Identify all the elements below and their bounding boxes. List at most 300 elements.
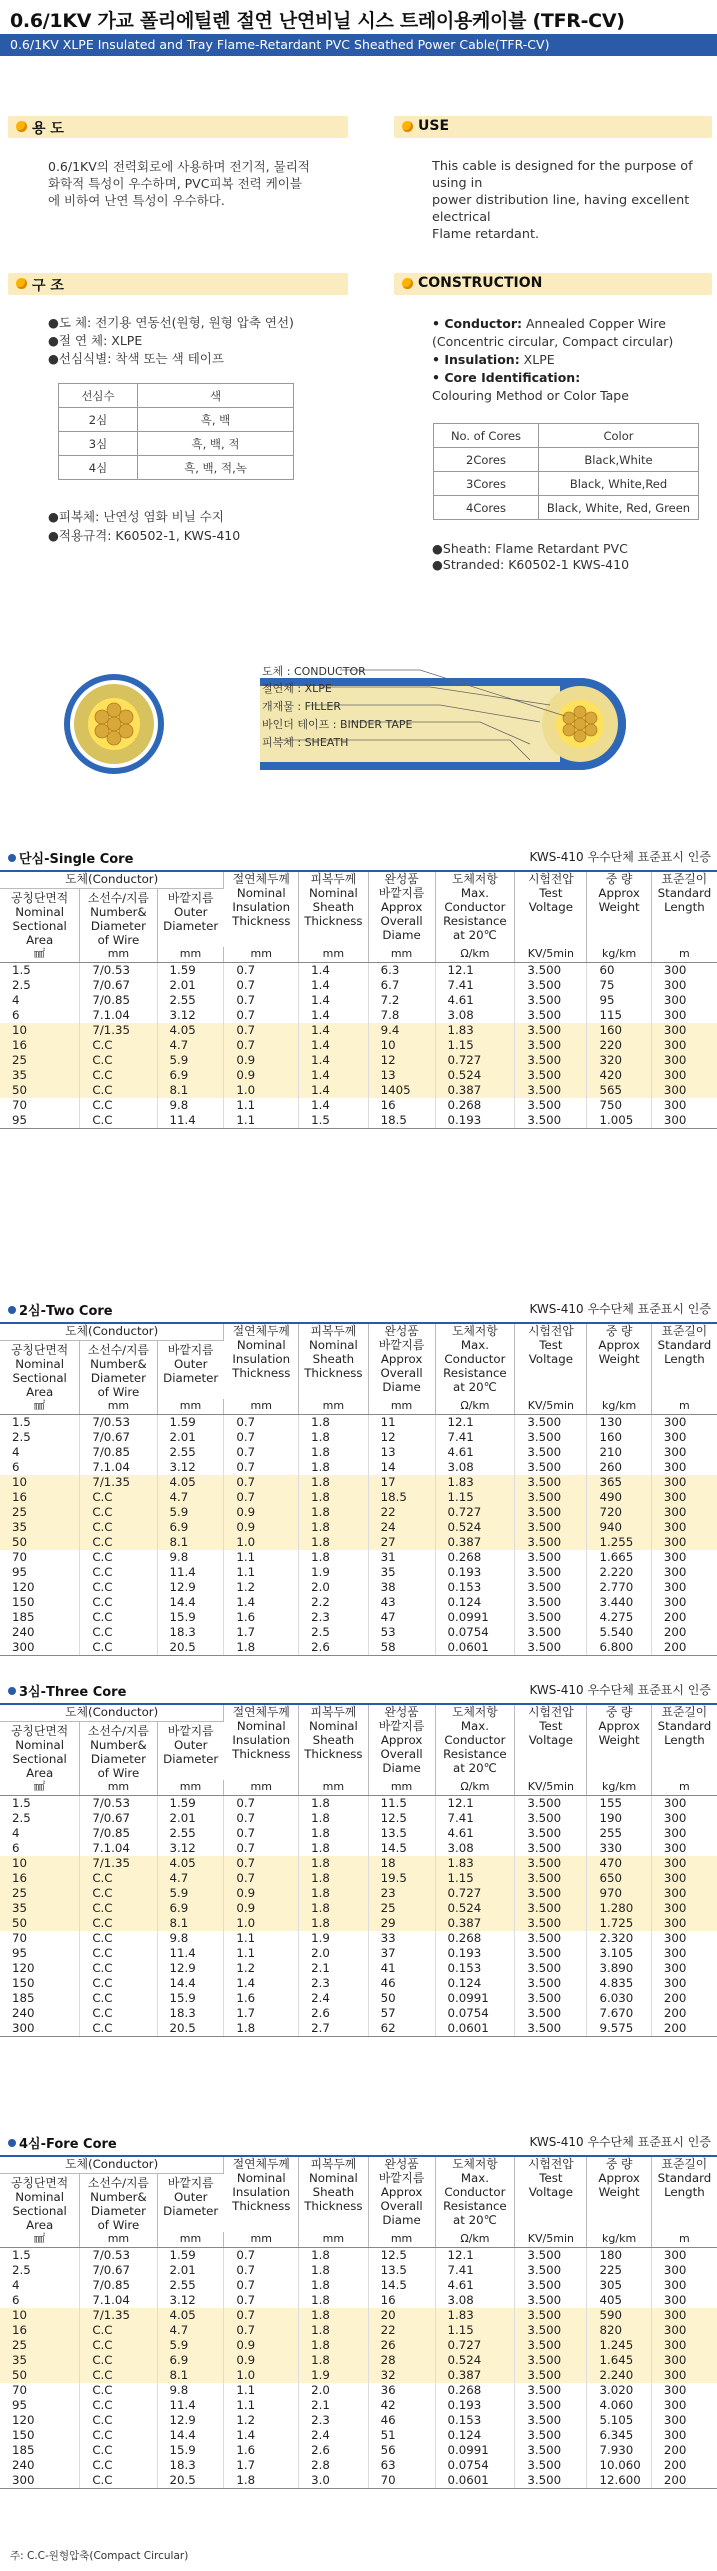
header-line: Diameter: [90, 2204, 146, 2218]
column-header-c10: [651, 2156, 717, 2232]
table-row: [0, 963, 717, 979]
unit-cell: mm: [368, 947, 435, 963]
table-cell: 300: [663, 1961, 687, 1975]
table-cell: 2.3: [299, 1976, 369, 1991]
table-cell: 6: [0, 2293, 80, 2308]
table-cell: Black, White,Red: [539, 472, 699, 496]
header-text: 도체(Conductor): [65, 1324, 159, 1338]
table-cell: 18: [368, 1856, 435, 1871]
table-cell: 300: [651, 1856, 717, 1871]
table-cell: 5.9: [157, 2338, 224, 2353]
table-row: [0, 1415, 717, 1431]
table-cell: C.C: [80, 1565, 157, 1580]
table-cell: 300: [663, 1826, 687, 1840]
table-cell: 0.7: [224, 1826, 299, 1841]
table-cell: C.C: [80, 1490, 157, 1505]
table-cell: 2.240: [587, 2368, 651, 2383]
table-cell: 0.7: [224, 1871, 299, 1886]
table-cell: 1.1: [224, 1113, 299, 1129]
table-cell: 1.15: [435, 1038, 515, 1053]
table-cell: 155: [587, 1796, 651, 1812]
table-cell: 7/0.53: [80, 963, 157, 979]
structure-ko-item: [48, 507, 224, 525]
table-cell: C.C: [80, 1550, 157, 1565]
table-cell: 7/1.35: [80, 2308, 157, 2323]
table-cell: 185: [0, 2443, 80, 2458]
table-cell: 7/0.85: [80, 993, 157, 1008]
header-line: 완성품: [384, 2157, 419, 2171]
table-cell: 1.8: [299, 2308, 369, 2323]
header-line: of Wire: [97, 2218, 140, 2232]
header-line: at 20℃: [452, 928, 497, 942]
table-cell: 4: [0, 993, 80, 1008]
header-line: 피복두께: [310, 1324, 357, 1338]
table-cell: 1.0: [224, 2368, 299, 2383]
table-cell: 1.8: [299, 2248, 369, 2264]
table-cell: 58: [368, 1640, 435, 1656]
structure-ko-item: [48, 331, 142, 349]
table-cell: 1.59: [157, 1415, 224, 1431]
table-cell: 1.8: [224, 2473, 299, 2489]
table-cell: 1.8: [299, 2323, 369, 2338]
header-line: Insulation: [232, 1733, 291, 1747]
header-line: 중 량: [605, 872, 633, 886]
table-cell: 0.124: [435, 2428, 515, 2443]
table-cell: 1.5: [0, 1415, 80, 1431]
header-line: Sheath: [312, 900, 355, 914]
usage-ko-text: [48, 158, 348, 209]
table-row: [0, 1946, 717, 1961]
table-cell: 41: [368, 1961, 435, 1976]
header-line: Diame: [382, 928, 421, 942]
core-color-table-en: [433, 423, 699, 520]
header-line: Length: [664, 900, 705, 914]
unit-cell: mm: [157, 947, 224, 963]
column-header-c2: [80, 2174, 157, 2233]
table-cell: 1.4: [299, 978, 369, 993]
item-value: 전기용 연동선(원형, 원형 압축 연선): [91, 315, 294, 330]
table-cell: 1.005: [587, 1113, 651, 1129]
table-cell: 120: [0, 1580, 80, 1595]
unit-cell: mm: [368, 2232, 435, 2248]
table-row: [0, 1550, 717, 1565]
table-cell: 70: [0, 1098, 80, 1113]
column-header-c5: [299, 1704, 369, 1780]
units-row: [0, 947, 717, 963]
table-cell: 32: [368, 2368, 435, 2383]
table-cell: C.C: [80, 1610, 157, 1625]
table-cell: C.C: [80, 1640, 157, 1656]
table-cell: 200: [663, 1991, 687, 2005]
column-header-c5: [299, 1323, 369, 1399]
structure-en-item: [432, 334, 673, 349]
header-line: Overall: [380, 914, 423, 928]
table-cell: 1.0: [224, 1916, 299, 1931]
table-row: [0, 1460, 717, 1475]
table-cell: 3.500: [515, 1946, 587, 1961]
header-line: 도체저항: [452, 1324, 498, 1338]
table-cell: 0.524: [435, 1901, 515, 1916]
table-cell: 0.524: [435, 1068, 515, 1083]
table-cell: 33: [368, 1931, 435, 1946]
table-cell: 320: [587, 1053, 651, 1068]
table-cell: C.C: [80, 2443, 157, 2458]
table-cell: 10: [0, 2308, 80, 2323]
table-cell: 1.6: [224, 2443, 299, 2458]
table-row: [0, 1430, 717, 1445]
table-cell: 300: [651, 2338, 717, 2353]
table-cell: 35: [0, 1068, 80, 1083]
header-line: Approx: [380, 2185, 423, 2199]
table-cell: 300: [663, 1430, 687, 1444]
item-value: 난연성 염화 비닐 수지: [99, 509, 224, 524]
table-cell: C.C: [80, 1520, 157, 1535]
table-cell: 28: [368, 2353, 435, 2368]
header-line: Resistance: [443, 1747, 507, 1761]
table-cell: 1.4: [299, 993, 369, 1008]
header-line: Resistance: [443, 2199, 507, 2213]
spec-table: [0, 2155, 717, 2489]
header-line: Diameter: [90, 919, 146, 933]
table-cell: 0.0991: [435, 1610, 515, 1625]
item-key: ●절 연 체:: [48, 333, 108, 348]
header-line: 소선수/지름: [87, 2176, 149, 2190]
unit-cell: mm: [224, 1399, 299, 1415]
table-cell: 1.59: [157, 963, 224, 979]
table-row: [0, 1053, 717, 1068]
table-cell: 0.193: [435, 2398, 515, 2413]
structure-en-item: [432, 541, 628, 556]
table-cell: 650: [587, 1871, 651, 1886]
table-cell: 0.7: [224, 978, 299, 993]
table-cell: 6.030: [587, 1991, 651, 2006]
table-cell: 57: [368, 2006, 435, 2021]
table-cell: 0.7: [224, 2278, 299, 2293]
table-cell: 2.6: [299, 2006, 369, 2021]
table-cell: 12.1: [435, 1796, 515, 1812]
table-row: [0, 993, 717, 1008]
table-cell: 4.05: [157, 1023, 224, 1038]
header-line: Thickness: [304, 1366, 363, 1380]
header-line: 시험전압: [528, 872, 574, 886]
item-key: • Insulation:: [432, 352, 520, 367]
table-cell: 46: [368, 1976, 435, 1991]
table-cell: 0.9: [224, 1901, 299, 1916]
table-cell: 1.1: [224, 1931, 299, 1946]
table-cell: 300: [651, 1490, 717, 1505]
table-cell: 7.41: [435, 1811, 515, 1826]
table-cell: 2.01: [157, 978, 224, 993]
header-line: Overall: [380, 1366, 423, 1380]
header-line: Area: [26, 933, 54, 947]
page-header: [0, 0, 717, 62]
table-cell: 0.727: [435, 2338, 515, 2353]
table-cell: 7.41: [435, 1430, 515, 1445]
header-line: Number&: [90, 1738, 147, 1752]
table-cell: 20.5: [157, 2021, 224, 2037]
table-cell: 25: [0, 2338, 80, 2353]
table-row: [0, 1811, 717, 1826]
table-cell: 2.0: [299, 1580, 369, 1595]
header-line: of Wire: [97, 933, 140, 947]
table-cell: 200: [651, 2473, 717, 2489]
table-cell: C.C: [80, 2006, 157, 2021]
header-line: Conductor: [444, 2185, 506, 2199]
table-row: [0, 2473, 717, 2489]
table-cell: C.C: [80, 1901, 157, 1916]
table-cell: C.C: [80, 1038, 157, 1053]
header-line: Standard: [657, 1338, 712, 1352]
header-line: 완성품: [384, 1324, 419, 1338]
table-cell: 56: [368, 2443, 435, 2458]
table-cell: 3.020: [587, 2383, 651, 2398]
table-cell: 7.41: [435, 978, 515, 993]
header-line: Outer: [173, 1738, 208, 1752]
header-line: 공칭단면적: [11, 1724, 69, 1738]
bullet-dot-icon: [16, 278, 27, 289]
table-row: [0, 1886, 717, 1901]
table-cell: 10: [0, 1856, 80, 1871]
header-line: Weight: [598, 1733, 640, 1747]
table-cell: 24: [368, 1520, 435, 1535]
header-line: Sheath: [312, 1733, 355, 1747]
table-row: [0, 1640, 717, 1656]
table-cell: 2.5: [0, 1811, 80, 1826]
unit-cell: mm: [299, 1399, 369, 1415]
table-row: [0, 2443, 717, 2458]
table-cell: 1.9: [299, 2368, 369, 2383]
column-header-c3: [157, 2174, 224, 2233]
header-line: Test: [539, 2171, 563, 2185]
table-cell: Black,White: [539, 448, 699, 472]
table-cell: 8.1: [157, 1083, 224, 1098]
table-cell: 300: [0, 2021, 80, 2037]
header-line: 공칭단면적: [11, 1343, 69, 1357]
table-cell: C.C: [80, 2383, 157, 2398]
table-cell: 53: [368, 1625, 435, 1640]
table-cell: 1.8: [224, 1640, 299, 1656]
table-cell: 2.55: [157, 993, 224, 1008]
header-line: 도체저항: [452, 2157, 498, 2171]
table-cell: 1.6: [224, 1991, 299, 2006]
unit-cell: m: [651, 1780, 717, 1796]
table-cell: 14.5: [368, 1841, 435, 1856]
table-row: [0, 2263, 717, 2278]
table-cell: 7.670: [587, 2006, 651, 2021]
table-cell: 7.8: [368, 1008, 435, 1023]
table-cell: 1.645: [587, 2353, 651, 2368]
header-line: 소선수/지름: [87, 1343, 149, 1357]
table-cell: 5.9: [157, 1886, 224, 1901]
table-cell: 12: [368, 1053, 435, 1068]
table-cell: 1.8: [299, 1871, 369, 1886]
table-cell: 3.500: [515, 1535, 587, 1550]
table-cell: 0.193: [435, 1565, 515, 1580]
table-cell: 3.500: [515, 1053, 587, 1068]
table-cell: Black, White, Red, Green: [539, 496, 699, 520]
table-cell: 300: [663, 2278, 687, 2292]
table-cell: 180: [587, 2248, 651, 2264]
table-cell: 75: [587, 978, 651, 993]
table-cell: 0.7: [224, 1430, 299, 1445]
table-cell: 3.500: [515, 1811, 587, 1826]
bullet-dot-icon: [8, 854, 16, 862]
column-header-c2: [80, 1722, 157, 1781]
header-line: 완성품: [384, 1705, 419, 1719]
table-cell: 95: [0, 1565, 80, 1580]
header-line: 바깥지름: [167, 2176, 214, 2190]
table-cell: 0.9: [224, 1886, 299, 1901]
table-cell: 12.600: [587, 2473, 651, 2489]
table-cell: 0.7: [224, 1445, 299, 1460]
table-cell: 50: [0, 1535, 80, 1550]
table-cell: 3.500: [515, 1505, 587, 1520]
table-cell: 2.5: [0, 1430, 80, 1445]
unit-cell: m: [651, 1399, 717, 1415]
header-line: 완성품: [384, 872, 419, 886]
table-cell: 11.4: [157, 1565, 224, 1580]
table-cell: 95: [0, 1946, 80, 1961]
table-cell: 1.2: [224, 1961, 299, 1976]
table-cell: 260: [587, 1460, 651, 1475]
header-line: Number&: [90, 905, 147, 919]
spec-table-title: [8, 1300, 113, 1319]
table-cell: 300: [651, 1916, 717, 1931]
header-line: at 20℃: [452, 1761, 497, 1775]
header-line: Outer: [173, 2190, 208, 2204]
header-line: Nominal: [308, 1719, 358, 1733]
spec-table-grid: [0, 1322, 717, 1656]
table-cell: 300: [663, 1946, 687, 1960]
item-value: K60502-1, KWS-410: [111, 528, 241, 543]
header-line: 표준길이: [661, 872, 708, 886]
table-cell: 185: [0, 1991, 80, 2006]
table-cell: 3.500: [515, 1796, 587, 1812]
table-cell: 4.61: [435, 993, 515, 1008]
table-cell: 300: [651, 1083, 717, 1098]
table-cell: C.C: [80, 1505, 157, 1520]
table-cell: 8.1: [157, 2368, 224, 2383]
table-cell: 20.5: [157, 2473, 224, 2489]
header-line: Length: [664, 1352, 705, 1366]
table-cell: 1.4: [224, 1976, 299, 1991]
usage-en-heading-bar: [394, 116, 712, 138]
header-line: Area: [26, 2218, 54, 2232]
table-cell: 흑, 백: [138, 408, 294, 432]
table-cell: 12.9: [157, 1961, 224, 1976]
table-row: [0, 1610, 717, 1625]
table-cell: 300: [663, 2248, 687, 2262]
header-line: Standard: [657, 886, 712, 900]
table-cell: 3.500: [515, 1871, 587, 1886]
table-cell: 9.8: [157, 1098, 224, 1113]
header-line: Test: [539, 1338, 563, 1352]
table-cell: 25: [368, 1901, 435, 1916]
table-cell: 3.500: [515, 1460, 587, 1475]
cable-label-conductor: 도체 : CONDUCTOR: [262, 665, 366, 678]
spec-table: [0, 870, 717, 1129]
table-cell: C.C: [80, 2413, 157, 2428]
table-cell: 300: [663, 1841, 687, 1855]
table-cell: 7/0.67: [80, 1430, 157, 1445]
structure-en-heading: CONSTRUCTION: [418, 275, 543, 291]
table-row: [0, 2353, 717, 2368]
spec-table-title-text: 4심-Fore Core: [19, 2137, 117, 2152]
table-cell: 2.3: [299, 1610, 369, 1625]
table-cell: 3.500: [515, 1961, 587, 1976]
table-cell: 1.15: [435, 2323, 515, 2338]
table-row: [0, 1023, 717, 1038]
subtitle-bar: [0, 34, 717, 56]
table-cell: 3.500: [515, 1550, 587, 1565]
table-cell: C.C: [80, 1083, 157, 1098]
table-cell: 0.7: [224, 1796, 299, 1812]
table-cell: 1.8: [299, 1841, 369, 1856]
header-line: Weight: [598, 1352, 640, 1366]
table-cell: 0.387: [435, 2368, 515, 2383]
table-row: [0, 2278, 717, 2293]
header-line: Insulation: [232, 900, 291, 914]
spec-table-grid: [0, 870, 717, 1129]
item-key: ●도 체:: [48, 315, 92, 330]
table-cell: 3.500: [515, 1415, 587, 1431]
table-cell: 0.153: [435, 1580, 515, 1595]
table-cell: 1.1: [224, 1946, 299, 1961]
header-line: 바깥지름: [378, 886, 425, 900]
usage-en-line: power distribution line, having excellent electrical: [432, 193, 690, 225]
table-cell: 4: [0, 1826, 80, 1841]
header-line: Diame: [382, 2213, 421, 2227]
spec-table: [0, 1322, 717, 1656]
table-cell: 16: [0, 1490, 80, 1505]
table-cell: 0.9: [224, 1520, 299, 1535]
header-line: 중 량: [605, 1324, 633, 1338]
table-cell: 210: [587, 1445, 651, 1460]
item-value: XLPE: [519, 352, 555, 367]
bullet-dot-icon: [8, 1687, 16, 1695]
table-cell: 15.9: [157, 2443, 224, 2458]
table-row: [0, 2338, 717, 2353]
unit-cell: KV/5min: [515, 2232, 587, 2248]
table-cell: 25: [0, 1505, 80, 1520]
table-cell: 20.5: [157, 1640, 224, 1656]
table-cell: 27: [368, 1535, 435, 1550]
table-cell: 300: [663, 1445, 687, 1459]
structure-en-item: [432, 388, 629, 403]
table-cell: 4.7: [157, 1490, 224, 1505]
table-cell: 7.1.04: [80, 1460, 157, 1475]
header-line: Outer: [173, 1357, 208, 1371]
header-line: Nominal: [308, 886, 358, 900]
table-cell: 3심: [59, 432, 138, 456]
table-cell: C.C: [80, 2353, 157, 2368]
table-cell: 970: [587, 1886, 651, 1901]
table-cell: 6.7: [368, 978, 435, 993]
table-cell: 1.1: [224, 2398, 299, 2413]
table-cell: C.C: [80, 1580, 157, 1595]
table-cell: 3.500: [515, 1826, 587, 1841]
header-line: 바깥지름: [167, 1724, 214, 1738]
usage-en-line: Flame retardant.: [432, 227, 540, 242]
table-cell: 3.500: [515, 2323, 587, 2338]
item-value: XLPE: [107, 333, 143, 348]
table-cell: 3.500: [515, 2353, 587, 2368]
table-cell: 3.500: [515, 2398, 587, 2413]
header-line: Approx: [598, 1338, 640, 1352]
table-cell: 3.500: [515, 1976, 587, 1991]
table-cell: 1.8: [299, 1490, 369, 1505]
header-line: Sheath: [312, 2185, 355, 2199]
